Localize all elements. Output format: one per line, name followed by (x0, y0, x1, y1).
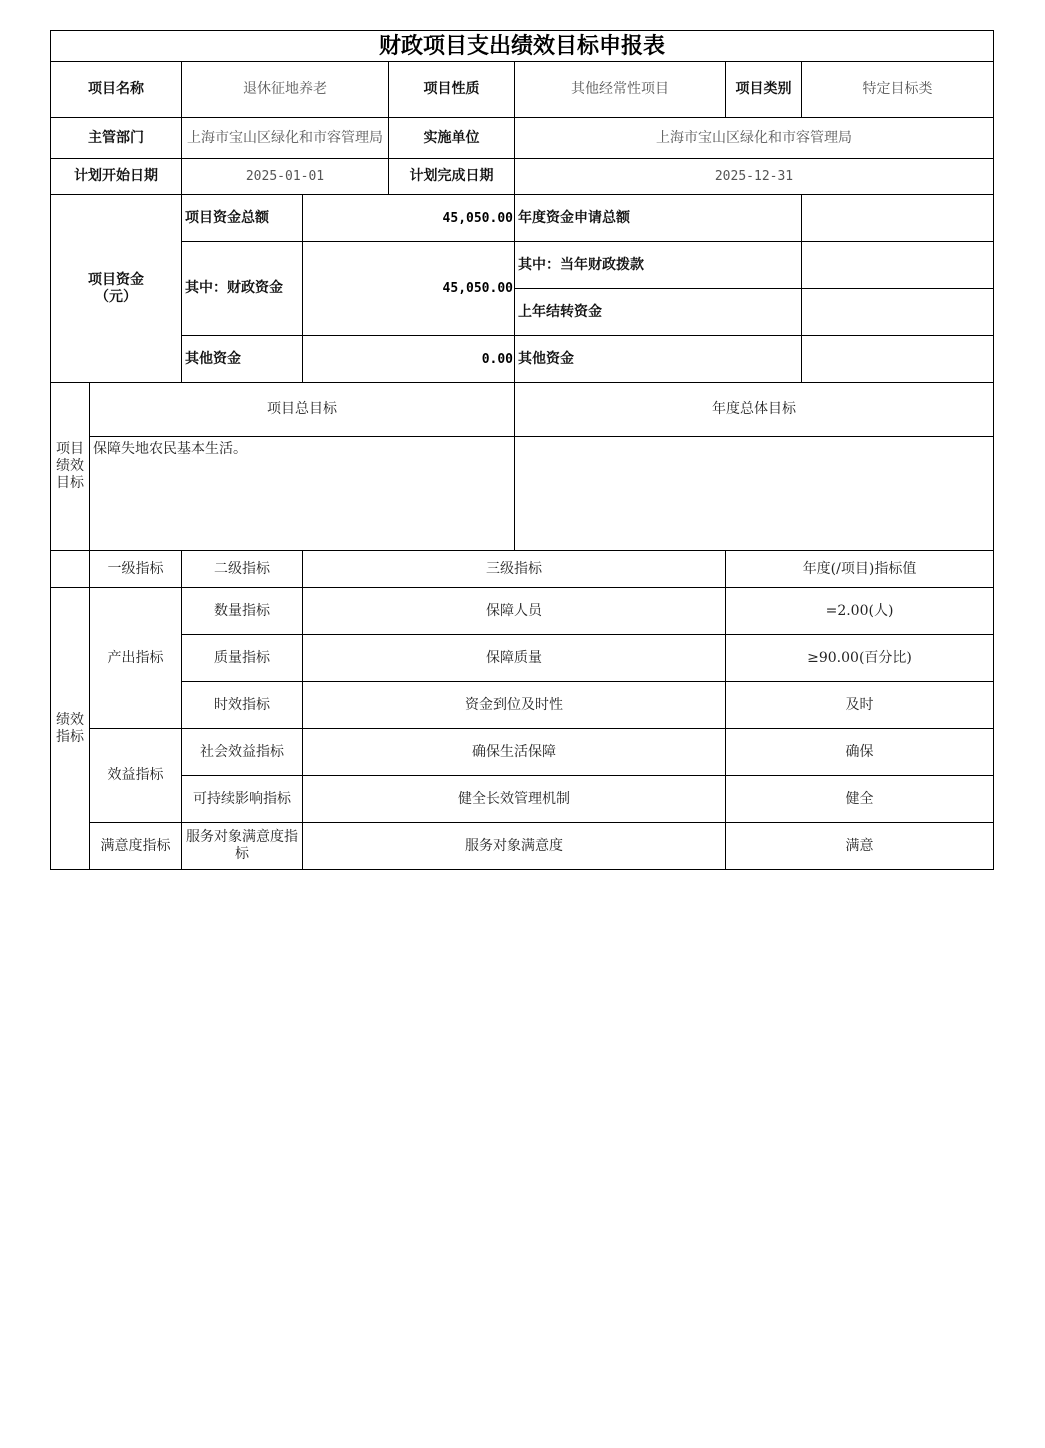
indicator-value-cell: 及时 (726, 682, 994, 729)
annual-other-label: 其他资金 (515, 336, 802, 383)
level2-header: 二级指标 (182, 551, 303, 588)
level2-cell: 服务对象满意度指标 (182, 823, 303, 870)
funds-total-label: 项目资金总额 (182, 195, 303, 242)
carryover-value (802, 289, 994, 336)
level3-cell: 服务对象满意度 (303, 823, 726, 870)
level2-cell: 可持续影响指标 (182, 776, 303, 823)
level1-header: 一级指标 (90, 551, 182, 588)
indicator-value-cell: ≥90.00(百分比) (726, 635, 994, 682)
funds-total-value: 45,050.00 (303, 195, 515, 242)
dept-value: 上海市宝山区绿化和市容管理局 (182, 118, 389, 159)
project-nature-label: 项目性质 (389, 62, 515, 118)
report-sheet (50, 30, 994, 870)
indicator-value-cell: 确保 (726, 729, 994, 776)
project-category-value: 特定目标类 (802, 62, 994, 118)
funds-other-label: 其他资金 (182, 336, 303, 383)
value-header: 年度(/项目)指标值 (726, 551, 994, 588)
level3-cell: 资金到位及时性 (303, 682, 726, 729)
annual-other-value (802, 336, 994, 383)
annual-fiscal-label: 其中：当年财政拨款 (515, 242, 802, 289)
annual-goal-label: 年度总体目标 (515, 383, 994, 437)
funds-other-value: 0.00 (303, 336, 515, 383)
goals-section-label: 项目绩效目标 (51, 383, 90, 551)
indicator-value-cell: 健全 (726, 776, 994, 823)
annual-fiscal-value (802, 242, 994, 289)
dept-label: 主管部门 (51, 118, 182, 159)
form-title: 财政项目支出绩效目标申报表 (51, 31, 994, 62)
project-category-label: 项目类别 (726, 62, 802, 118)
funds-fiscal-label: 其中：财政资金 (182, 242, 303, 336)
end-date-label: 计划完成日期 (389, 159, 515, 195)
overall-goal-text: 保障失地农民基本生活。 (90, 437, 515, 551)
level3-cell: 确保生活保障 (303, 729, 726, 776)
annual-total-label: 年度资金申请总额 (515, 195, 802, 242)
level2-cell: 社会效益指标 (182, 729, 303, 776)
level2-cell: 质量指标 (182, 635, 303, 682)
start-date-label: 计划开始日期 (51, 159, 182, 195)
indicator-value-cell: 满意 (726, 823, 994, 870)
level3-header: 三级指标 (303, 551, 726, 588)
overall-goal-label: 项目总目标 (90, 383, 515, 437)
carryover-label: 上年结转资金 (515, 289, 802, 336)
funds-section-label: 项目资金 （元） (51, 195, 182, 383)
level3-cell: 健全长效管理机制 (303, 776, 726, 823)
annual-goal-text (515, 437, 994, 551)
level1-satisfaction: 满意度指标 (90, 823, 182, 870)
indicator-header-blank (51, 551, 90, 588)
start-date-value: 2025-01-01 (182, 159, 389, 195)
level3-cell: 保障人员 (303, 588, 726, 635)
project-name-value: 退休征地养老 (182, 62, 389, 118)
level2-cell: 数量指标 (182, 588, 303, 635)
project-name-label: 项目名称 (51, 62, 182, 118)
level1-benefit: 效益指标 (90, 729, 182, 823)
funds-fiscal-value: 45,050.00 (303, 242, 515, 336)
end-date-value: 2025-12-31 (515, 159, 994, 195)
level2-cell: 时效指标 (182, 682, 303, 729)
impl-unit-label: 实施单位 (389, 118, 515, 159)
indicator-value-cell: =2.00(人) (726, 588, 994, 635)
annual-total-value (802, 195, 994, 242)
performance-target-form (50, 30, 994, 870)
level1-output: 产出指标 (90, 588, 182, 729)
project-nature-value: 其他经常性项目 (515, 62, 726, 118)
impl-unit-value: 上海市宝山区绿化和市容管理局 (515, 118, 994, 159)
indicators-section-label: 绩效指标 (51, 588, 90, 870)
level3-cell: 保障质量 (303, 635, 726, 682)
